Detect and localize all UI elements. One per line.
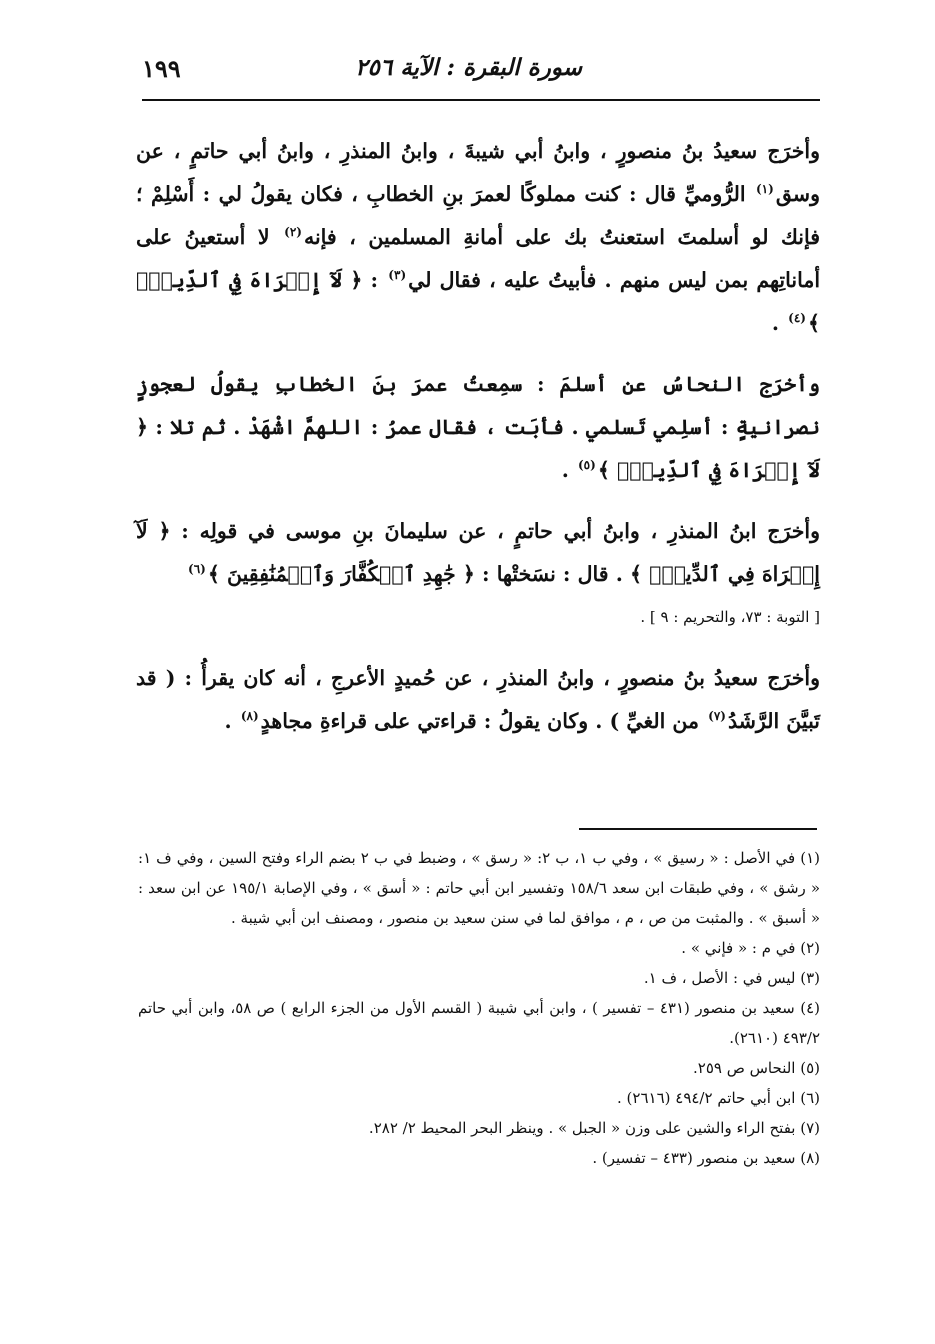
footnote: (٦) ابن أبي حاتم ٤٩٤/٢ (٢٦١٦) . xyxy=(617,1089,820,1107)
text-segment: . قال : نسَختْها : xyxy=(481,562,623,586)
footnote: (٧) بفتح الراء والشين على وزن « الجبل » . وينظر البحر المحيط ٢/ ٢٨٢. xyxy=(368,1119,820,1137)
paragraph xyxy=(136,510,820,596)
paragraph-lead: وأخرَج xyxy=(767,519,821,543)
footnote-marker: (٢) xyxy=(284,225,302,240)
footnote: (٨) سعيد بن منصور (٤٣٣ – تفسير) . xyxy=(592,1149,820,1167)
text-segment: الرُّوميِّ قال : كنت مملوكًا لعمرَ بنِ الخطابِ ، فكان يقولُ لي : أَسْلِمْ ؛ فإنك لو أسلمتَ استعنتُ بك على أمانةِ المسلمين ، فإنه xyxy=(136,182,821,249)
text-segment: ابنُ المنذرِ ، وابنُ أبي حاتمٍ ، عن سليمانَ بنِ موسى في قولِه : xyxy=(181,519,757,543)
text-segment: : xyxy=(370,268,379,292)
header-rule xyxy=(142,99,820,101)
text-segment: النحاسُ عن أسلمَ : سمِعتُ عمرَ بنَ الخطابِ يقولُ لعجوزٍ نصرانيةٍ : أسلِمي تَسلمي . فأبَت ، فقال عمرُ : اللهمَّ اشْهَدْ . ثم تلا : xyxy=(136,372,820,439)
footnote: (٥) النحاس ص ٢٥٩. xyxy=(693,1059,820,1077)
text-segment: سعيدُ بنُ منصورٍ ، وابنُ أبي شيبةَ ، وابنُ المنذرِ ، وابنُ أبي حاتمٍ ، عن وسق xyxy=(136,139,820,206)
paragraph xyxy=(136,130,820,345)
quran-quote: ﴿ لَآ إِكۡرَاهَ فِي ٱلدِّينِۖ ﴾ xyxy=(136,415,820,482)
footnote-marker: (٣) xyxy=(388,268,407,283)
text-segment: لا أستعينُ على أماناتِهم بمن ليس منهم . فأبيتُ عليه ، فقال لي xyxy=(136,225,821,292)
footnote: (٣) ليس في : الأصل ، ف ١. xyxy=(643,969,820,987)
quran-quote: ﴿ جَٰهِدِ ٱلۡكُفَّارَ وَٱلۡمُنَٰفِقِينَ ﴾ xyxy=(207,562,475,586)
footnote-marker: (٧) xyxy=(708,709,726,724)
paragraph-lead: وأخرَج xyxy=(767,139,820,163)
footnote-marker: (٦) xyxy=(188,562,206,577)
footnotes xyxy=(138,843,820,1173)
text-segment: . xyxy=(561,458,569,482)
footnote-marker: (٥) xyxy=(577,458,596,473)
quran-quote: ﴿ لَآ إِكۡرَاهَ فِي ٱلدِّينِۖ ﴾ xyxy=(136,268,820,335)
footnote-marker: (٨) xyxy=(240,709,259,724)
main-text xyxy=(136,130,820,761)
verse-reference: [ التوبة : ٧٣، والتحريم : ٩ ] . xyxy=(640,608,820,626)
paragraph xyxy=(136,657,820,743)
paragraph-lead: وأخرَج xyxy=(759,372,820,396)
footnote: (٤) سعيد بن منصور (٤٣١ – تفسير ) ، وابن أبي شيبة ( القسم الأول من الجزء الرابع ) ص ٥٨، وابن أبي حاتم ٤٩٣/٢ (٢٦١٠). xyxy=(138,999,820,1047)
footnote: (١) في الأصل : « رسيق » ، وفي ب ١، ب ٢: « رسق » ، وضبط في ب ٢ بضم الراء وفتح السين ، وفي ف ١: « رشق » ، وفي طبقات ابن سعد ١٥٨/٦ وتفسير ابن أبي حاتم : « أسق » ، وفي الإصابة ١٩٥/١ عن ابن سعد : « أسبق » . والمثبت من ص ، م ، موافق لما في سنن سعيد بن منصور ، ومصنف ابن أبي شيبة . xyxy=(138,849,821,927)
page-header xyxy=(142,48,820,100)
text-segment: . xyxy=(224,709,232,733)
paragraph xyxy=(136,363,820,492)
text-segment: من الغيِّ ) . وكان يقولُ : قراءتي على قراءةِ مجاهدٍ xyxy=(260,709,700,733)
text-segment: . xyxy=(771,311,780,335)
paragraph-lead: وأخرَج xyxy=(767,666,820,690)
page-number: ١٩٩ xyxy=(142,54,181,83)
quran-quote: ﴿ لَآ إِكۡرَاهَ فِي ٱلدِّينِۖ ﴾ xyxy=(136,519,820,586)
footnote-marker: (٤) xyxy=(788,311,806,326)
footnote-marker: (١) xyxy=(755,182,774,197)
text-segment: سعيدُ بنُ منصورٍ ، وابنُ المنذرِ ، عن حُميدٍ الأعرجِ ، أنه كان يقرأُ : ( قد تَبيَّنَ الرَّشَدُ xyxy=(136,666,820,733)
running-title: سورة البقرة : الآية ٢٥٦ xyxy=(355,54,582,81)
footnote: (٢) في م : « فإني » . xyxy=(681,939,820,957)
footnote-separator xyxy=(579,828,817,830)
